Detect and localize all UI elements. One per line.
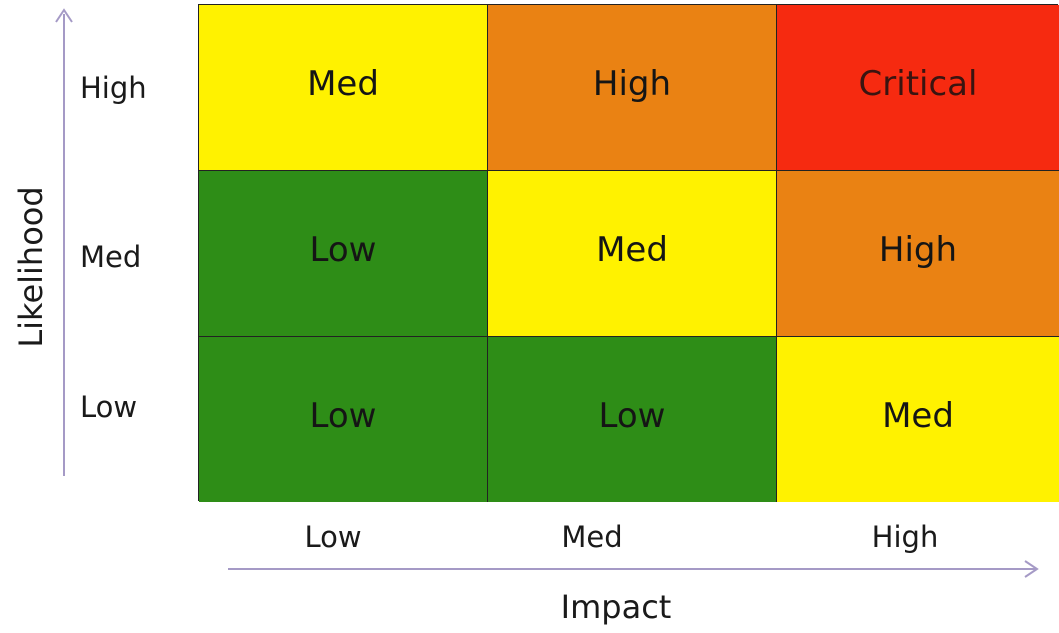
matrix-cell: High xyxy=(488,5,777,171)
matrix-cell: Critical xyxy=(777,5,1059,171)
y-axis-arrow xyxy=(56,10,72,476)
y-level-label-low: Low xyxy=(80,390,138,424)
x-level-label-low: Low xyxy=(304,520,362,554)
matrix-cell: Med xyxy=(777,337,1059,502)
matrix-cell: High xyxy=(777,171,1059,337)
x-level-label-med: Med xyxy=(561,520,623,554)
y-level-label-high: High xyxy=(80,71,147,105)
x-level-label-high: High xyxy=(871,520,939,554)
risk-matrix xyxy=(198,4,1058,501)
x-axis-arrow xyxy=(228,561,1037,577)
matrix-cell: Med xyxy=(199,5,488,171)
y-level-label-med: Med xyxy=(80,240,142,274)
matrix-cell: Low xyxy=(488,337,777,502)
matrix-cell: Low xyxy=(199,337,488,502)
matrix-cell: Low xyxy=(199,171,488,337)
y-axis-title: Likelihood xyxy=(12,186,50,348)
x-axis-title: Impact xyxy=(560,588,672,626)
matrix-cell: Med xyxy=(488,171,777,337)
